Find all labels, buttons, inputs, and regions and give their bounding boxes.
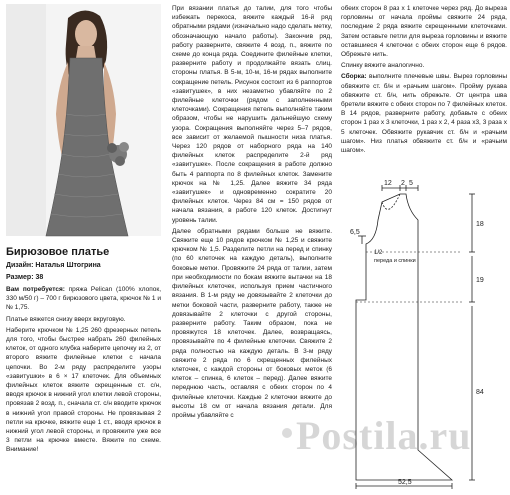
design-label: Дизайн: [6, 262, 34, 269]
assembly-paragraph [341, 72, 507, 155]
dim-52-5: 52,5 [398, 479, 412, 486]
dim-2: 2 [401, 180, 405, 187]
dim-5: 5 [409, 180, 413, 187]
size-label: Размер: [6, 274, 34, 281]
model-photo-image [6, 4, 161, 236]
paragraph-intro: Платье вяжется снизу вверх вкруговую. [6, 315, 126, 323]
design-line [6, 261, 161, 271]
materials-value: пряжа Pelican (100% хлопок, 330 м/50 г) – 700 г бирюзового цвета, крючок № 1 и № 1,75. [6, 286, 161, 312]
dim-12: 12 [384, 180, 392, 187]
dim-18: 18 [476, 221, 484, 228]
paragraph-col3-2: Спинку вяжите аналогично. [341, 62, 425, 70]
paragraph-col3-1: обеих сторон 8 раз х 1 клеточке через ряд. До выреза горловины от начала проймы свяжите 24 ряда, последние 2 ряда вяжите скрещенными клеточками. Затем оставьте петли для выреза горловины и вяжите оставшиеся 4 клеточки с обеих сторон еще 6 рядов. Обрежьте нить. [341, 5, 507, 59]
assembly-label: Сборка: [341, 73, 367, 81]
dim-6-5: 6,5 [350, 229, 360, 236]
paragraph-col2-1: При вязании платья до талии, для того чтобы избежать перекоса, вяжите каждый 16-й ряд обратными рядами (изначально надо сделать метку, обозначающую начало работы). Закончив ряд, работу разверните, свяжите 4 возд. п., вяжите по схеме до конца ряда. Соедините филейные клетки, разверните работу и продолжайте вязать слиц. стороны платья. В 5-м, 10-м, 16-м рядах выполните сокращение петель. Рисунок состоит из 6 раппортов «завитушек», в них незаметно убавляйте по 2 филейные клеточки (рядом с заполненными клеточками). Сокращения петель выполняйте таким образом, чтобы не нарушить дальнейшую схему узора. Сокращения выполняйте через 5–7 рядов, все зависит от желаемой пышности низа платья. Через 120 рядов от наборного ряда на 140 филейных клеток распределите 2-й ряд «завитушек». После сокращения в работе должно быть 4 раппорта по 8 филейных клеток. Замените крючок на № 1,25. Далее вяжите 34 ряда «завитушек» и одновременно сократите 20 филейных клеток. Через 84 см = 150 рядов от начала вязания, в работе 120 клеток. Достигнут уровень талии. [172, 5, 332, 224]
note-half: 1/2 [374, 250, 383, 256]
design-value: Наталья Штогрина [35, 262, 101, 269]
article-title: Бирюзовое платье [6, 246, 110, 258]
dim-84: 84 [476, 389, 484, 396]
watermark-dot [282, 428, 292, 438]
column-2 [172, 4, 332, 422]
materials-paragraph [6, 285, 161, 313]
model-photo [6, 4, 161, 236]
note-parts: переда и спинки [374, 258, 416, 264]
size-value: 38 [35, 274, 44, 281]
assembly-text: выполните плечевые швы. Вырез горловины обвяжите ст. б/н и «рачьим шагом». Пройму рукава обвяжите ст. б/н, нить обрежьте. От центра шва бретели вяжите с обеих сторон по 7 филейных клеток. В 14 рядов, разверните работу, добавьте с обеих сторон 1 раз х 3 клеточки, 1 раз х 2, 4 раза х3, 3 раза х 5 клеточек. Обвяжите рукавчик ст. б/н и «рачьим шагом». Низ платья обвяжите ст. б/н и «рачьим шагом». [341, 73, 507, 155]
column-3 [341, 4, 507, 157]
paragraph-start: Наберите крючком № 1,25 260 фрезерных петель для того, чтобы быстрее набрать 260 филейных клеток, от одного клубка наберите цепочку из 2, от второго вяжите филейные клетки с начала цепочки. Во 2-м ряду распределите узоры «завитушки» в 6 × 17 клеточек. Для объемных филейных клеток вяжите скрещенные ст. с/н, вводя крючок в нижний угол клетки левой стороны, провязав 2 возд. п., сначала ст. с/н вводите крючок в нижний угол правой стороны. Не провязывая 2 петли на крючке, вяжите еще 1 ст., вводя крючок в нижний угол левой стороны, и провяжите уже все 3 петли на крючке вместе. Вяжите по схеме. Внимание! [6, 326, 161, 454]
paragraph-col2-2: Далее обратными рядами больше не вяжите. Свяжите еще 10 рядов крючком № 1,25 и свяжите крючком № 1,5. Разделите петли на перед и спинку (по 60 клеточек на каждую деталь), выполните боковые метки. Провяжите 24 ряда от талии, затем при необходимости по бокам вяжите вытачки на 18 филейных клеточек, используя прием частичного вязания. В 1-м ряду не довязывайте 2 клеточки до метки боковой части, разверните работу, также не довязывайте 2 клеточки с другой стороны, разверните работу. Таким образом, пока не провяжутся 18 клеточек. Далее, возвращаясь, провязывайте по 4 филейные клеточки. Свяжите 2 ряда полностью на каждую деталь. В 3-м ряду свяжите 2 ряда по 6 скрещенных филейных клеточек, с каждой стороны от боковых меток (6 клеток – спинка, 6 клеток – перед). Далее вяжите переднюю часть, оставляя с обеих сторон по 4 филейные клеточки. Каждые 2 клеточки вяжите до высоты 18 см от начала вязания детали. Для проймы убавляйте с [172, 227, 332, 419]
materials-label: Вам потребуется: [6, 286, 65, 293]
column-1 [6, 246, 161, 457]
watermark: Postila.ru [296, 413, 472, 458]
dim-19: 19 [476, 277, 484, 284]
size-line [6, 273, 161, 283]
